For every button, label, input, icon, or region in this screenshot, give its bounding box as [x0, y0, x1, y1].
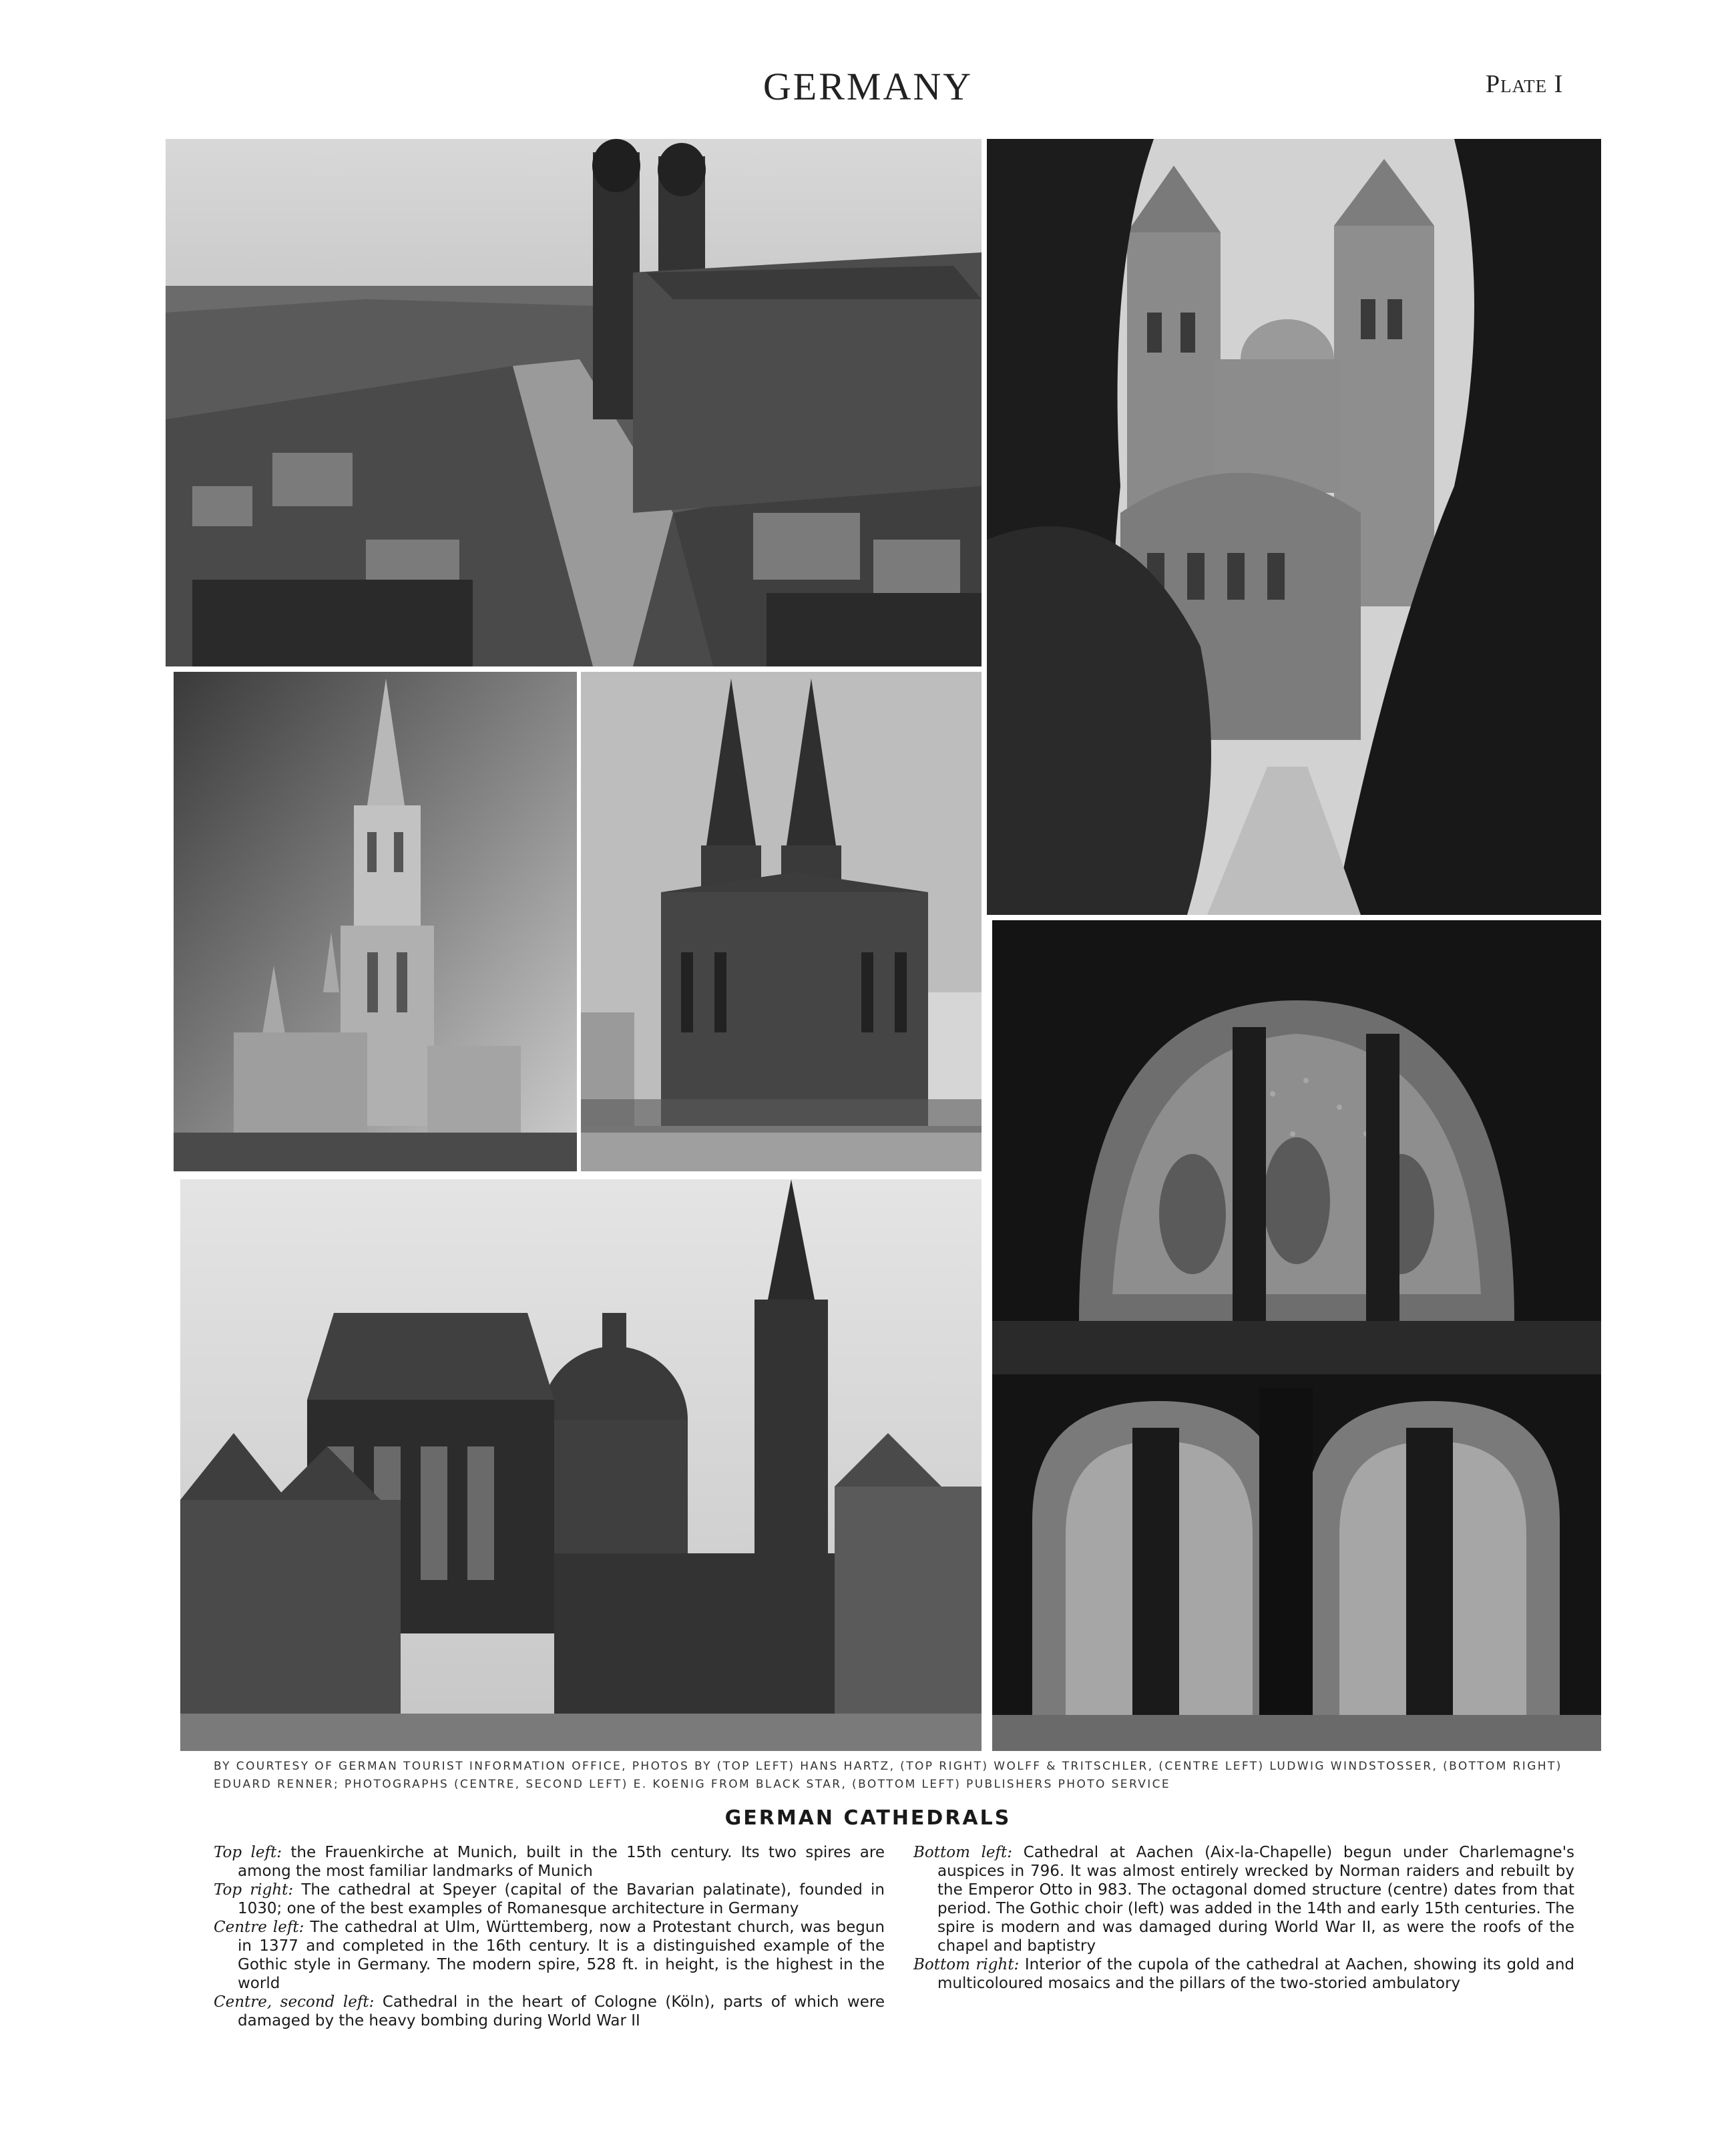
photo-frauenkirche-munich — [166, 139, 982, 666]
photo-cathedral-cologne — [581, 672, 982, 1171]
caption-centre-second-left — [214, 1993, 885, 2030]
caption-text: The cathedral at Speyer (capital of the Bavarian palatinate), founded in 1030; one of the best examples of Romanesque architecture in Germany — [238, 1881, 885, 1917]
caption-lead: Centre left: — [214, 1919, 304, 1936]
photo-aachen-cupola-interior — [992, 920, 1601, 1751]
caption-top-left — [214, 1843, 885, 1881]
caption-lead: Top right: — [214, 1881, 294, 1899]
caption-text: Cathedral at Aachen (Aix-la-Chapelle) begun under Charlemagne's auspices in 796. It was almost entirely wrecked by Norman raiders and rebuilt by the Emperor Otto in 983. The octagonal domed structure (centre) dates from that period. The Gothic choir (left) was added in the 14th and early 15th centuries. The spire is modern and was damaged during World War II, as were the roofs of the chapel and baptistry — [937, 1844, 1574, 1955]
page-title: GERMANY — [763, 65, 973, 108]
caption-lead: Bottom left: — [913, 1844, 1013, 1861]
photo-cathedral-speyer — [987, 139, 1601, 915]
caption-text: Cathedral in the heart of Cologne (Köln), parts of which were damaged by the heavy bombing during World War II — [238, 1993, 885, 2029]
caption-bottom-right — [913, 1955, 1574, 1993]
caption-lead: Top left: — [214, 1844, 282, 1861]
caption-bottom-left — [913, 1843, 1574, 1955]
plate-label: Plate I — [1486, 70, 1564, 98]
photo-credits: BY COURTESY OF GERMAN TOURIST INFORMATION OFFICE, PHOTOS BY (TOP LEFT) HANS HARTZ, (TOP RIGHT) WOLFF & TRITSCHLER, (CENTRE LEFT) LUDWIG WINDSTOSSER, (BOTTOM RIGHT) EDUARD RENNER; PHOTOGRAPHS (CENTRE, SECOND LEFT) E. KOENIG FROM BLACK STAR, (BOTTOM LEFT) PUBLISHERS PHOTO SERVICE — [214, 1760, 1562, 1791]
caption-centre-left — [214, 1918, 885, 1993]
captions-right-column — [913, 1843, 1574, 1993]
caption-top-right — [214, 1881, 885, 1918]
caption-text: The cathedral at Ulm, Württemberg, now a Protestant church, was begun in 1377 and completed in the 16th century. It is a distinguished example of the Gothic style in Germany. The modern spire, 528 ft. in height, is the highest in the world — [238, 1919, 885, 1992]
caption-lead: Centre, second left: — [214, 1993, 375, 2011]
captions-left-column — [214, 1843, 885, 2030]
caption-text: Interior of the cupola of the cathedral at Aachen, showing its gold and multicoloured mosaics and the pillars of the two-storied ambulatory — [937, 1956, 1574, 1992]
caption-lead: Bottom right: — [913, 1956, 1020, 1973]
photo-cathedral-ulm — [174, 672, 577, 1171]
caption-text: the Frauenkirche at Munich, built in the 15th century. Its two spires are among the most familiar landmarks of Munich — [238, 1844, 885, 1880]
photo-cathedral-aachen — [180, 1179, 982, 1751]
section-title: GERMAN CATHEDRALS — [724, 1806, 1012, 1830]
